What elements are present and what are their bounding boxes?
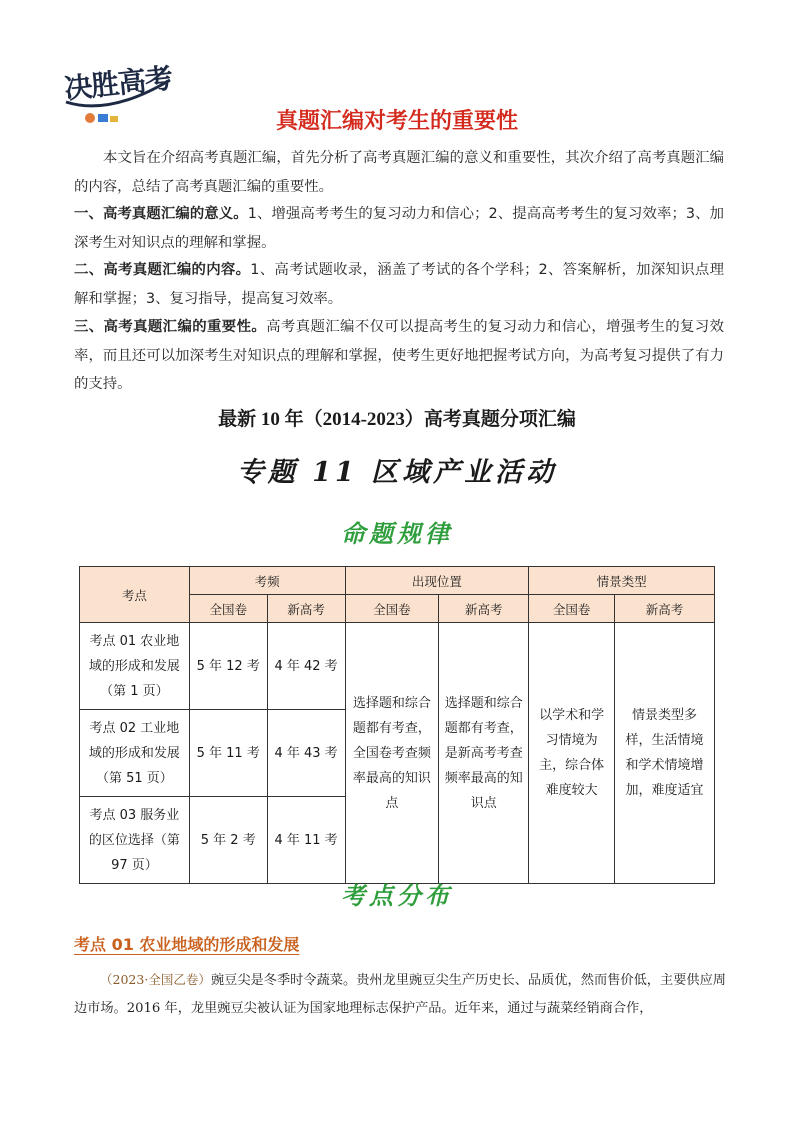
intro-paragraph: 本文旨在介绍高考真题汇编，首先分析了高考真题汇编的意义和重要性，其次介绍了高考真题汇编的内容，总结了高考真题汇编的重要性。	[74, 150, 724, 195]
point-3-body: 高考真题汇编不仅可以提高考生的复习动力和信心，增强考生的复习效率，而且还可以加深考生对知识点的理解和掌握，使考生更好地把握考试方向，为高考复习提供了有力的支持。	[74, 319, 724, 392]
special-title: 专题 11 区域产业活动	[236, 457, 558, 488]
table-cell-pos-xg: 选择题和综合题都有考查，是新高考考查频率最高的知识点	[439, 623, 529, 884]
section-title-fenbu: 考点分布	[341, 882, 453, 910]
page-title: 真题汇编对考生的重要性	[275, 109, 518, 134]
point-3-head: 三、高考真题汇编的重要性。	[74, 319, 267, 335]
header-qingjing: 情景类型	[529, 567, 715, 595]
table-cell-xg: 4 年 43 考	[267, 710, 345, 797]
point-1	[74, 200, 724, 257]
table-cell-qg: 5 年 12 考	[189, 623, 267, 710]
exam-table	[79, 566, 715, 884]
table-cell-qg: 5 年 2 考	[189, 797, 267, 884]
question-paragraph	[74, 966, 726, 1023]
table-cell-xg: 4 年 11 考	[267, 797, 345, 884]
kaodian-heading: 考点 01 农业地域的形成和发展	[74, 935, 300, 954]
table-cell-kaodian: 考点 02 工业地域的形成和发展（第 51 页）	[80, 710, 190, 797]
table-cell-qj-xg: 情景类型多样，生活情境和学术情境增加，难度适宜	[615, 623, 715, 884]
header-quanguo: 全国卷	[189, 595, 267, 623]
table-cell-kaodian: 考点 01 农业地域的形成和发展（第 1 页）	[80, 623, 190, 710]
header-xingaokao: 新高考	[615, 595, 715, 623]
header-kaodian: 考点	[80, 567, 190, 623]
header-xingaokao: 新高考	[439, 595, 529, 623]
point-1-body: 1、增强高考考生的复习动力和信心；2、提高高考考生的复习效率；3、加深考生对知识点的理解和掌握。	[74, 206, 724, 251]
point-3	[74, 313, 724, 399]
header-xingaokao: 新高考	[267, 595, 345, 623]
point-2-body: 1、高考试题收录，涵盖了考试的各个学科；2、答案解析，加深知识点理解和掌握；3、复习指导，提高复习效率。	[74, 262, 724, 307]
table-cell-xg: 4 年 42 考	[267, 623, 345, 710]
point-2-head: 二、高考真题汇编的内容。	[74, 262, 251, 278]
point-1-head: 一、高考真题汇编的意义。	[74, 206, 248, 222]
header-quanguo: 全国卷	[529, 595, 615, 623]
header-pinlv: 考频	[189, 567, 345, 595]
subtitle: 最新 10 年（2014-2023）高考真题分项汇编	[218, 409, 576, 430]
section-title-mingti: 命题规律	[341, 520, 453, 548]
point-2	[74, 256, 724, 313]
header-weizhi: 出现位置	[345, 567, 529, 595]
question-source: （2023·全国乙卷）	[100, 972, 211, 987]
table-cell-qj-qg: 以学术和学习情境为主，综合体难度较大	[529, 623, 615, 884]
table-cell-qg: 5 年 11 考	[189, 710, 267, 797]
question-text: 豌豆尖是冬季时令蔬菜。贵州龙里豌豆尖生产历史长、品质优，然而售价低，主要供应周边市场。2016 年，龙里豌豆尖被认证为国家地理标志保护产品。近年来，通过与蔬菜经销商合作，	[74, 973, 726, 1016]
table-cell-pos-qg: 选择题和综合题都有考查，全国卷考查频率最高的知识点	[345, 623, 439, 884]
table-cell-kaodian: 考点 03 服务业的区位选择（第 97 页）	[80, 797, 190, 884]
header-quanguo: 全国卷	[345, 595, 439, 623]
logo-text: 决胜高考	[62, 61, 174, 106]
